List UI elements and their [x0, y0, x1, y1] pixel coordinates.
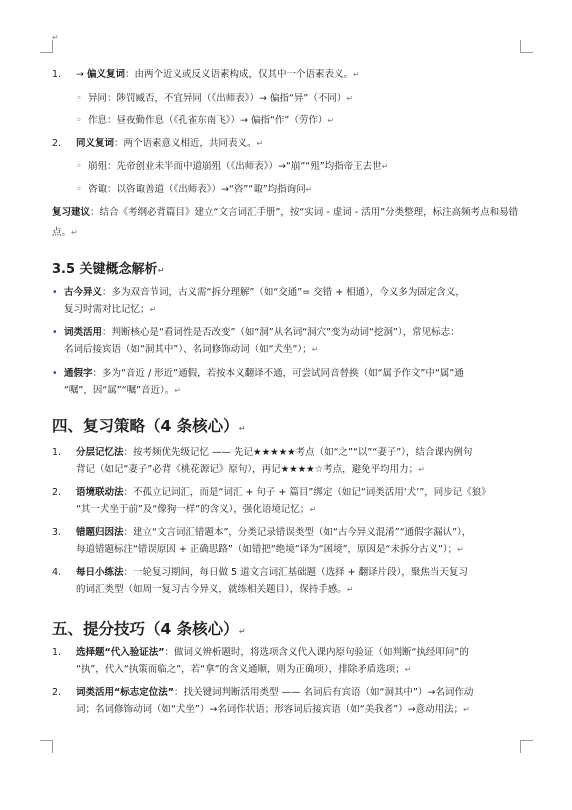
term-text: ：判断核心是“看词性是否改变”（如“洞”从名词“洞穴”变为动词“挖洞”），常见标志： [102, 327, 460, 338]
term-title: 词类活用 [64, 327, 103, 338]
paragraph-mark-icon: ↵ [305, 185, 313, 194]
term-text: ：多为“音近 / 形近”通假，若按本义翻译不通，可尝试同音替换（如“属予作文”中“属”通 [92, 368, 464, 379]
heading-text: 五、提分技巧（4 条核心） [52, 620, 239, 638]
paragraph-mark-icon: ↵ [174, 386, 181, 395]
term-title: 语境联动法 [76, 487, 124, 498]
term-title: 词类活用“标志定位法” [76, 687, 174, 698]
sub-item-text: 异同：陟罚臧否，不宜异同（《出师表》）→ 偏指“异”（不同） [88, 93, 347, 104]
list-item-continuation [76, 540, 464, 560]
term-title: 错题归因法 [76, 527, 124, 538]
sub-item-text: 崩殂：先帝创业未半而中道崩殂（《出师表》）→“崩”“殂”均指帝王去世 [88, 161, 382, 172]
paragraph-mark-icon: ↵ [327, 116, 335, 125]
term-text: 名词后接宾语（如“洞其中”）、名词修饰动词（如“犬坐”）； [64, 344, 312, 355]
circle-bullet-icon: ◦ [76, 93, 82, 104]
paragraph-mark-icon: ↵ [256, 139, 264, 148]
term-title: 通假字 [64, 368, 93, 379]
paragraph-mark-icon: ↵ [52, 33, 59, 42]
term-title: 偏义复词 [87, 69, 126, 80]
paragraph-mark-icon: ↵ [238, 627, 246, 636]
circle-bullet-icon: ◦ [76, 161, 82, 172]
paragraph-mark-icon: ↵ [346, 585, 354, 594]
list-item-continuation [76, 660, 411, 680]
paragraph-mark-icon: ↵ [457, 545, 464, 554]
term-text: ：由两个近义或反义语素构成，仅其中一个语素表义。 [125, 69, 354, 80]
paragraph-mark-icon: ↵ [346, 94, 354, 103]
term-text: ：建立“文言词汇错题本”，分类记录错误类型（如“古今异义混淆”“通假字漏认”）， [123, 527, 472, 538]
crop-mark-bottom-left [40, 740, 53, 753]
list-item-continuation [76, 500, 316, 520]
term-text: 词；名词修饰动词（如“犬坐”）→名词作状语；形容词后接宾语（如“美我者”）→意动用法； [76, 704, 464, 715]
sub-item-text: 咨诹：以咨诹善道（《出师表》）→“咨”“诹”均指询问 [88, 184, 306, 195]
term-title: 同义复词 [76, 138, 115, 149]
list-number: 2. [52, 138, 62, 149]
paragraph-mark-icon: ↵ [311, 345, 319, 354]
list-item-continuation [76, 700, 470, 720]
term-text: ：不孤立记词汇，而是“词汇 + 句子 + 篇目”绑定（如记“词类活用‘犬’”，同步记《狼》 [123, 487, 491, 498]
heading-text: 3.5 关键概念解析 [52, 262, 158, 277]
bullet-dot-icon: • [52, 287, 58, 298]
term-text: ：两个语素意义相近，共同表义。 [114, 138, 257, 149]
list-item-continuation [76, 580, 353, 600]
term-text: 复习时需对比记忆； [64, 304, 150, 315]
term-text: ：找关键词判断活用类型 —— 名词后有宾语（如“洞其中”）→名词作动 [174, 687, 474, 698]
term-text: ：做词义辨析题时，将选项含义代入课内原句验证（如判断“执经叩问”的 [164, 647, 469, 658]
term-text: “执”，代入“执策而临之”，若“拿”的含义通顺，则为正确项），排除矛盾选项； [76, 664, 405, 675]
section-heading [52, 617, 245, 639]
paragraph-mark-icon: ↵ [238, 424, 246, 433]
list-item [52, 134, 263, 154]
list-number: 4. [52, 567, 62, 578]
term-title: 选择题“代入验证法” [76, 647, 165, 658]
list-number: 2. [52, 687, 62, 698]
list-item-continuation [76, 460, 425, 480]
sub-item [76, 157, 388, 177]
term-title: 每日小练法 [76, 567, 124, 578]
crop-mark-top-right [520, 40, 533, 53]
bullet-arrow-icon: → [76, 69, 84, 80]
crop-mark-bottom-right [520, 740, 533, 753]
term-text: 背记（如记“妻子”必背《桃花源记》原句），再记★★★★☆考点，避免平均用力； [76, 464, 419, 475]
list-number: 1. [52, 69, 62, 80]
review-title: 复习建议 [52, 207, 91, 218]
bullet-dot-icon: • [52, 368, 58, 379]
term-text: 的词汇类型（如周一复习古今异义，就练相关题目），保持手感。 [76, 584, 347, 595]
list-item-continuation [64, 300, 156, 320]
sub-item [76, 180, 312, 200]
section-heading [52, 258, 164, 277]
circle-bullet-icon: ◦ [76, 115, 82, 126]
review-suggestion [52, 203, 522, 243]
term-text: “嘱”，因“属”“嘱”音近）。 [64, 385, 175, 396]
term-title: 古今异义 [64, 287, 103, 298]
list-number: 2. [52, 487, 62, 498]
paragraph-mark-icon: ↵ [149, 305, 157, 314]
list-number: 1. [52, 447, 62, 458]
list-item [52, 65, 360, 85]
list-item-continuation [64, 340, 318, 360]
paragraph-mark-icon: ↵ [418, 465, 425, 474]
term-text: ：一轮复习期间，每日做 5 道文言词汇基础题（选择 + 翻译片段），聚焦当天复习 [123, 567, 468, 578]
paragraph-mark-icon: ↵ [381, 162, 389, 171]
heading-text: 四、复习策略（4 条核心） [52, 417, 239, 435]
term-text: 每道错题标注“错误原因 + 正确思路”（如错把“绝境”译为“困境”，原因是“未拆分古义”）； [76, 544, 458, 555]
list-number: 1. [52, 647, 62, 658]
sub-item [76, 89, 353, 109]
term-text: “其一犬坐于前”及“像狗一样”的含义），强化语境记忆； [76, 504, 310, 515]
review-text: ：结合《考纲必背篇目》建立“文言词汇手册”，按“实词 - 虚词 - 活用”分类整理，标注高频考点和易错点。 [52, 207, 519, 238]
section-heading [52, 414, 245, 436]
sub-item [76, 111, 334, 131]
paragraph-mark-icon: ↵ [463, 705, 470, 714]
paragraph-mark-icon: ↵ [353, 70, 360, 79]
paragraph-mark-icon: ↵ [157, 266, 165, 275]
term-title: 分层记忆法 [76, 447, 124, 458]
paragraph-mark-icon: ↵ [309, 505, 317, 514]
list-number: 3. [52, 527, 62, 538]
paragraph-mark-icon: ↵ [71, 228, 78, 237]
term-text: ：多为双音节词，古义需“拆分理解”（如“交通”= 交错 + 相通），今义多为固定含义， [102, 287, 465, 298]
list-item-continuation [64, 381, 181, 401]
sub-item-text: 作息：昼夜勤作息（《孔雀东南飞》）→ 偏指“作”（劳作） [88, 115, 328, 126]
paragraph-mark-icon: ↵ [404, 665, 412, 674]
circle-bullet-icon: ◦ [76, 184, 82, 195]
bullet-dot-icon: • [52, 327, 58, 338]
term-text: ：按考频优先级记忆 —— 先记★★★★★考点（如“之”“以”“妻子”），结合课内例句 [123, 447, 473, 458]
